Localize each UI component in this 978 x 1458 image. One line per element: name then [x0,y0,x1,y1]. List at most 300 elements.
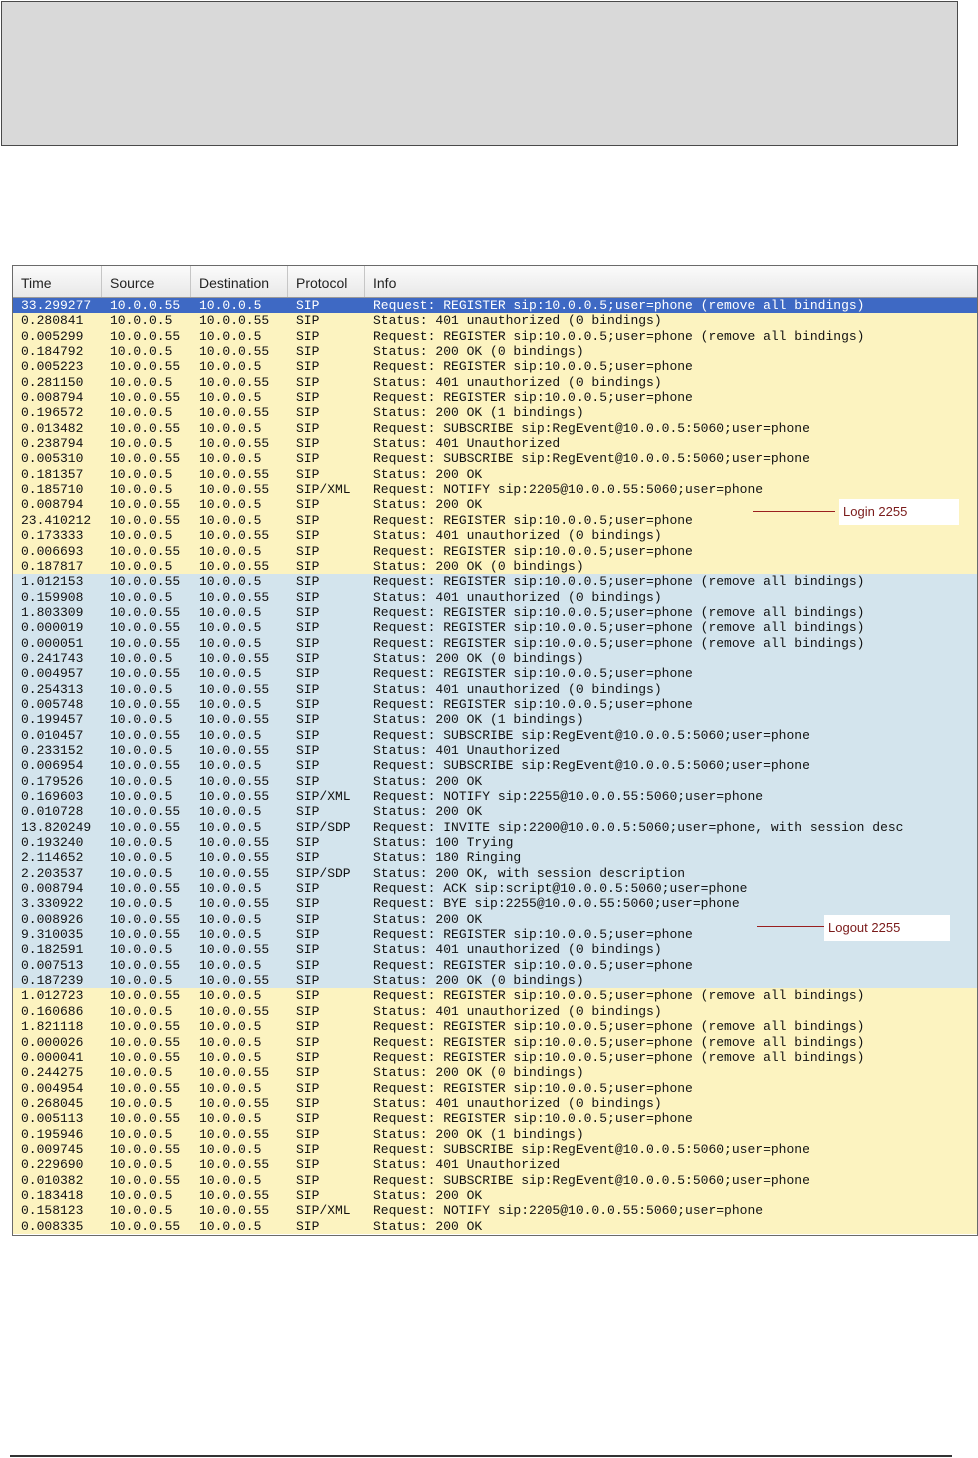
table-row[interactable] [13,482,978,497]
protocol-cell: SIP [296,881,320,897]
info-cell: Status: 401 Unauthorized [373,742,561,758]
destination-cell: 10.0.0.5 [199,390,262,406]
info-cell: Request: REGISTER sip:10.0.0.5;user=phone [373,1111,693,1127]
destination-cell: 10.0.0.55 [199,865,270,881]
table-row[interactable] [13,942,978,957]
time-cell: 0.158123 [21,1203,84,1219]
destination-cell: 10.0.0.55 [199,1003,270,1019]
protocol-cell: SIP [296,681,320,697]
time-cell: 0.160686 [21,1003,84,1019]
table-row[interactable] [13,1188,978,1203]
protocol-cell: SIP [296,1019,320,1035]
protocol-cell: SIP [296,942,320,958]
table-row[interactable] [13,1065,978,1080]
table-row[interactable] [13,743,978,758]
table-row[interactable] [13,375,978,390]
table-row[interactable] [13,1203,978,1218]
destination-cell: 10.0.0.5 [199,911,262,927]
time-cell: 0.182591 [21,942,84,958]
protocol-cell: SIP [296,1141,320,1157]
table-row[interactable] [13,988,978,1003]
protocol-cell: SIP [296,1187,320,1203]
source-cell: 10.0.0.5 [110,742,173,758]
destination-cell: 10.0.0.5 [199,957,262,973]
table-row[interactable] [13,896,978,911]
destination-cell: 10.0.0.55 [199,742,270,758]
source-cell: 10.0.0.5 [110,313,173,329]
time-cell: 23.410212 [21,512,92,528]
table-row[interactable] [13,451,978,466]
time-cell: 0.268045 [21,1095,84,1111]
login-annotation-line [753,511,835,512]
destination-cell: 10.0.0.5 [199,620,262,636]
destination-cell: 10.0.0.5 [199,635,262,651]
table-row[interactable] [13,574,978,589]
source-cell: 10.0.0.5 [110,436,173,452]
info-cell: Status: 200 OK (0 bindings) [373,1065,584,1081]
time-cell: 2.203537 [21,865,84,881]
time-cell: 0.280841 [21,313,84,329]
table-row[interactable] [13,559,978,574]
destination-cell: 10.0.0.5 [199,574,262,590]
source-cell: 10.0.0.5 [110,789,173,804]
destination-cell: 10.0.0.5 [199,1172,262,1188]
table-row[interactable] [13,390,978,405]
table-row[interactable] [13,298,978,313]
destination-cell: 10.0.0.55 [199,1065,270,1081]
info-cell: Status: 200 OK [373,466,483,482]
time-cell: 0.005299 [21,328,84,344]
info-cell: Status: 200 OK [373,497,483,513]
table-row[interactable] [13,1173,978,1188]
protocol-cell: SIP [296,405,320,421]
table-row[interactable] [13,344,978,359]
source-cell: 10.0.0.55 [110,359,181,375]
source-cell: 10.0.0.5 [110,1065,173,1081]
info-cell: Request: REGISTER sip:10.0.0.5;user=phone [373,359,693,375]
destination-cell: 10.0.0.55 [199,344,270,360]
info-cell: Request: REGISTER sip:10.0.0.5;user=phone (remove all bindings) [373,635,865,651]
destination-cell: 10.0.0.5 [199,1049,262,1065]
time-cell: 0.010457 [21,727,84,743]
source-cell: 10.0.0.5 [110,712,173,728]
column-header-destination[interactable]: Destination [191,266,288,297]
destination-cell: 10.0.0.55 [199,1126,270,1142]
info-cell: Request: REGISTER sip:10.0.0.5;user=phone [373,696,693,712]
source-cell: 10.0.0.5 [110,344,173,360]
time-cell: 0.193240 [21,835,84,851]
destination-cell: 10.0.0.55 [199,466,270,482]
time-cell: 0.229690 [21,1157,84,1173]
table-row[interactable] [13,405,978,420]
source-cell: 10.0.0.55 [110,696,181,712]
destination-cell: 10.0.0.55 [199,528,270,544]
destination-cell: 10.0.0.55 [199,850,270,866]
destination-cell: 10.0.0.55 [199,973,270,989]
table-row[interactable] [13,651,978,666]
time-cell: 0.006954 [21,758,84,774]
table-row[interactable] [13,804,978,819]
table-row[interactable] [13,789,978,804]
table-row[interactable] [13,467,978,482]
table-row[interactable] [13,973,978,988]
destination-cell: 10.0.0.5 [199,420,262,436]
info-cell: Status: 401 Unauthorized [373,1157,561,1173]
time-cell: 0.000026 [21,1034,84,1050]
time-cell: 1.012153 [21,574,84,590]
destination-cell: 10.0.0.5 [199,543,262,559]
time-cell: 0.008926 [21,911,84,927]
protocol-cell: SIP [296,1034,320,1050]
table-row[interactable] [13,1035,978,1050]
info-cell: Status: 200 OK, with session description [373,865,686,881]
info-cell: Status: 200 OK (0 bindings) [373,558,584,574]
info-cell: Request: REGISTER sip:10.0.0.5;user=phone (remove all bindings) [373,1034,865,1050]
destination-cell: 10.0.0.5 [199,804,262,820]
time-cell: 33.299277 [21,298,92,313]
time-cell: 1.803309 [21,604,84,620]
table-row[interactable] [13,1019,978,1034]
time-cell: 0.005113 [21,1111,84,1127]
time-cell: 13.820249 [21,819,92,835]
table-row[interactable] [13,620,978,635]
destination-cell: 10.0.0.5 [199,328,262,344]
info-cell: Status: 200 OK [373,1187,483,1203]
table-row[interactable] [13,605,978,620]
source-cell: 10.0.0.55 [110,420,181,436]
protocol-cell: SIP [296,543,320,559]
source-cell: 10.0.0.55 [110,543,181,559]
destination-cell: 10.0.0.5 [199,512,262,528]
packet-rows [13,298,978,1234]
protocol-cell: SIP/SDP [296,819,351,835]
destination-cell: 10.0.0.5 [199,727,262,743]
table-row[interactable] [13,728,978,743]
source-cell: 10.0.0.55 [110,451,181,467]
source-cell: 10.0.0.5 [110,1203,173,1219]
table-row[interactable] [13,682,978,697]
destination-cell: 10.0.0.55 [199,650,270,666]
protocol-cell: SIP [296,911,320,927]
protocol-cell: SIP [296,359,320,375]
source-cell: 10.0.0.5 [110,1003,173,1019]
info-cell: Request: NOTIFY sip:2205@10.0.0.55:5060;user=phone [373,1203,764,1219]
table-row[interactable] [13,590,978,605]
source-cell: 10.0.0.55 [110,1172,181,1188]
info-cell: Status: 200 OK [373,773,483,789]
logout-annotation: Logout 2255 [824,915,950,941]
protocol-cell: SIP [296,773,320,789]
source-cell: 10.0.0.55 [110,620,181,636]
table-row[interactable] [13,544,978,559]
info-cell: Request: REGISTER sip:10.0.0.5;user=phone [373,390,693,406]
table-row[interactable] [13,820,978,835]
destination-cell: 10.0.0.55 [199,482,270,498]
table-row[interactable] [13,1127,978,1142]
time-cell: 0.005310 [21,451,84,467]
time-cell: 0.241743 [21,650,84,666]
table-row[interactable] [13,313,978,328]
protocol-cell: SIP [296,927,320,943]
destination-cell: 10.0.0.5 [199,1141,262,1157]
info-cell: Status: 200 OK (1 bindings) [373,1126,584,1142]
table-row[interactable] [13,513,978,528]
table-row[interactable] [13,636,978,651]
protocol-cell: SIP [296,896,320,912]
table-row[interactable] [13,1111,978,1126]
info-cell: Request: INVITE sip:2200@10.0.0.5:5060;user=phone, with session desc [373,819,904,835]
protocol-cell: SIP [296,850,320,866]
info-cell: Status: 401 unauthorized (0 bindings) [373,942,662,958]
table-row[interactable] [13,835,978,850]
destination-cell: 10.0.0.5 [199,604,262,620]
protocol-cell: SIP [296,696,320,712]
source-cell: 10.0.0.5 [110,482,173,498]
protocol-cell: SIP [296,451,320,467]
source-cell: 10.0.0.55 [110,1141,181,1157]
protocol-cell: SIP [296,1003,320,1019]
table-row[interactable] [13,774,978,789]
protocol-cell: SIP [296,620,320,636]
protocol-cell: SIP [296,374,320,390]
time-cell: 0.010728 [21,804,84,820]
source-cell: 10.0.0.5 [110,558,173,574]
source-cell: 10.0.0.5 [110,835,173,851]
source-cell: 10.0.0.5 [110,374,173,390]
table-row[interactable] [13,881,978,896]
destination-cell: 10.0.0.55 [199,896,270,912]
time-cell: 9.310035 [21,927,84,943]
source-cell: 10.0.0.55 [110,819,181,835]
time-cell: 0.006693 [21,543,84,559]
time-cell: 0.238794 [21,436,84,452]
table-row[interactable] [13,697,978,712]
destination-cell: 10.0.0.5 [199,298,262,313]
source-cell: 10.0.0.5 [110,650,173,666]
info-cell: Request: REGISTER sip:10.0.0.5;user=phone (remove all bindings) [373,988,865,1004]
protocol-cell: SIP [296,604,320,620]
info-cell: Status: 200 OK (0 bindings) [373,344,584,360]
time-cell: 0.281150 [21,374,84,390]
protocol-cell: SIP [296,497,320,513]
table-row[interactable] [13,1004,978,1019]
time-cell: 0.013482 [21,420,84,436]
protocol-cell: SIP [296,1218,320,1234]
protocol-cell: SIP [296,512,320,528]
time-cell: 0.004954 [21,1080,84,1096]
protocol-cell: SIP [296,313,320,329]
logout-annotation-line [757,926,827,927]
source-cell: 10.0.0.55 [110,1111,181,1127]
source-cell: 10.0.0.5 [110,896,173,912]
protocol-cell: SIP [296,973,320,989]
destination-cell: 10.0.0.5 [199,881,262,897]
table-row[interactable] [13,958,978,973]
table-row[interactable] [13,758,978,773]
protocol-cell: SIP [296,390,320,406]
info-cell: Status: 200 OK (1 bindings) [373,712,584,728]
destination-cell: 10.0.0.5 [199,666,262,682]
destination-cell: 10.0.0.55 [199,1157,270,1173]
login-annotation: Login 2255 [839,499,959,525]
source-cell: 10.0.0.55 [110,1080,181,1096]
table-row[interactable] [13,1219,978,1234]
source-cell: 10.0.0.55 [110,957,181,973]
source-cell: 10.0.0.55 [110,666,181,682]
protocol-cell: SIP [296,1095,320,1111]
time-cell: 0.185710 [21,482,84,498]
destination-cell: 10.0.0.55 [199,558,270,574]
destination-cell: 10.0.0.5 [199,988,262,1004]
table-row[interactable] [13,1096,978,1111]
table-row[interactable] [13,1050,978,1065]
protocol-cell: SIP [296,466,320,482]
protocol-cell: SIP [296,1172,320,1188]
protocol-cell: SIP [296,344,320,360]
time-cell: 0.195946 [21,1126,84,1142]
source-cell: 10.0.0.55 [110,1218,181,1234]
info-cell: Request: REGISTER sip:10.0.0.5;user=phone (remove all bindings) [373,328,865,344]
table-row[interactable] [13,329,978,344]
info-cell: Status: 200 OK (0 bindings) [373,650,584,666]
source-cell: 10.0.0.5 [110,1187,173,1203]
source-cell: 10.0.0.55 [110,390,181,406]
table-row[interactable] [13,666,978,681]
source-cell: 10.0.0.55 [110,328,181,344]
table-row[interactable] [13,712,978,727]
info-cell: Request: REGISTER sip:10.0.0.5;user=phone [373,1080,693,1096]
column-header-time[interactable]: Time [13,266,102,297]
protocol-cell: SIP [296,742,320,758]
info-cell: Request: REGISTER sip:10.0.0.5;user=phone [373,512,693,528]
protocol-cell: SIP/XML [296,1203,351,1219]
time-cell: 0.000041 [21,1049,84,1065]
source-cell: 10.0.0.55 [110,574,181,590]
table-row[interactable] [13,1157,978,1172]
info-cell: Status: 401 unauthorized (0 bindings) [373,681,662,697]
source-cell: 10.0.0.5 [110,773,173,789]
table-row[interactable] [13,528,978,543]
info-cell: Request: REGISTER sip:10.0.0.5;user=phone (remove all bindings) [373,1019,865,1035]
table-row[interactable] [13,866,978,881]
time-cell: 0.008335 [21,1218,84,1234]
info-cell: Request: SUBSCRIBE sip:RegEvent@10.0.0.5:5060;user=phone [373,1172,810,1188]
destination-cell: 10.0.0.55 [199,1095,270,1111]
protocol-cell: SIP [296,758,320,774]
table-row[interactable] [13,421,978,436]
table-row[interactable] [13,1142,978,1157]
source-cell: 10.0.0.5 [110,1126,173,1142]
protocol-cell: SIP [296,1157,320,1173]
info-cell: Status: 180 Ringing [373,850,522,866]
table-row[interactable] [13,359,978,374]
info-cell: Request: ACK sip:script@10.0.0.5:5060;user=phone [373,881,748,897]
info-cell: Status: 200 OK [373,1218,483,1234]
time-cell: 0.008794 [21,390,84,406]
time-cell: 1.821118 [21,1019,84,1035]
source-cell: 10.0.0.5 [110,589,173,605]
info-cell: Request: REGISTER sip:10.0.0.5;user=phone [373,543,693,559]
time-cell: 0.184792 [21,344,84,360]
source-cell: 10.0.0.55 [110,604,181,620]
column-header-info[interactable]: Info [373,275,397,291]
source-cell: 10.0.0.55 [110,635,181,651]
time-cell: 0.196572 [21,405,84,421]
destination-cell: 10.0.0.55 [199,712,270,728]
source-cell: 10.0.0.55 [110,1049,181,1065]
protocol-cell: SIP [296,528,320,544]
protocol-cell: SIP [296,835,320,851]
info-cell: Status: 200 OK (0 bindings) [373,973,584,989]
packet-list-header [13,266,978,298]
time-cell: 0.169603 [21,789,84,804]
destination-cell: 10.0.0.5 [199,1218,262,1234]
protocol-cell: SIP [296,1080,320,1096]
destination-cell: 10.0.0.5 [199,1034,262,1050]
time-cell: 3.330922 [21,896,84,912]
source-cell: 10.0.0.55 [110,512,181,528]
time-cell: 0.183418 [21,1187,84,1203]
info-cell: Request: REGISTER sip:10.0.0.5;user=phone (remove all bindings) [373,620,865,636]
info-cell: Request: REGISTER sip:10.0.0.5;user=phone (remove all bindings) [373,298,865,313]
column-header-protocol[interactable]: Protocol [288,266,365,297]
destination-cell: 10.0.0.55 [199,681,270,697]
protocol-cell: SIP [296,804,320,820]
table-row[interactable] [13,436,978,451]
table-row[interactable] [13,1081,978,1096]
destination-cell: 10.0.0.5 [199,359,262,375]
source-cell: 10.0.0.5 [110,405,173,421]
protocol-cell: SIP [296,1126,320,1142]
time-cell: 0.000051 [21,635,84,651]
info-cell: Status: 200 OK [373,804,483,820]
info-cell: Request: REGISTER sip:10.0.0.5;user=phone [373,957,693,973]
info-cell: Status: 401 unauthorized (0 bindings) [373,313,662,329]
info-cell: Request: SUBSCRIBE sip:RegEvent@10.0.0.5:5060;user=phone [373,727,810,743]
time-cell: 0.199457 [21,712,84,728]
time-cell: 0.007513 [21,957,84,973]
protocol-cell: SIP/XML [296,482,351,498]
info-cell: Request: REGISTER sip:10.0.0.5;user=phone (remove all bindings) [373,604,865,620]
protocol-cell: SIP [296,420,320,436]
protocol-cell: SIP/XML [296,789,351,804]
protocol-cell: SIP [296,558,320,574]
time-cell: 0.187817 [21,558,84,574]
destination-cell: 10.0.0.5 [199,1111,262,1127]
time-cell: 0.008794 [21,497,84,513]
source-cell: 10.0.0.55 [110,911,181,927]
source-cell: 10.0.0.5 [110,1157,173,1173]
info-cell: Status: 401 unauthorized (0 bindings) [373,1095,662,1111]
source-cell: 10.0.0.5 [110,865,173,881]
info-cell: Request: SUBSCRIBE sip:RegEvent@10.0.0.5:5060;user=phone [373,451,810,467]
info-cell: Request: REGISTER sip:10.0.0.5;user=phone (remove all bindings) [373,1049,865,1065]
table-row[interactable] [13,850,978,865]
time-cell: 0.179526 [21,773,84,789]
protocol-cell: SIP/SDP [296,865,351,881]
page-rule [10,1455,952,1457]
source-cell: 10.0.0.55 [110,927,181,943]
time-cell: 1.012723 [21,988,84,1004]
destination-cell: 10.0.0.55 [199,436,270,452]
destination-cell: 10.0.0.55 [199,773,270,789]
column-header-source[interactable]: Source [102,266,191,297]
protocol-cell: SIP [296,436,320,452]
protocol-cell: SIP [296,635,320,651]
source-cell: 10.0.0.55 [110,1034,181,1050]
source-cell: 10.0.0.55 [110,298,181,313]
source-cell: 10.0.0.5 [110,1095,173,1111]
